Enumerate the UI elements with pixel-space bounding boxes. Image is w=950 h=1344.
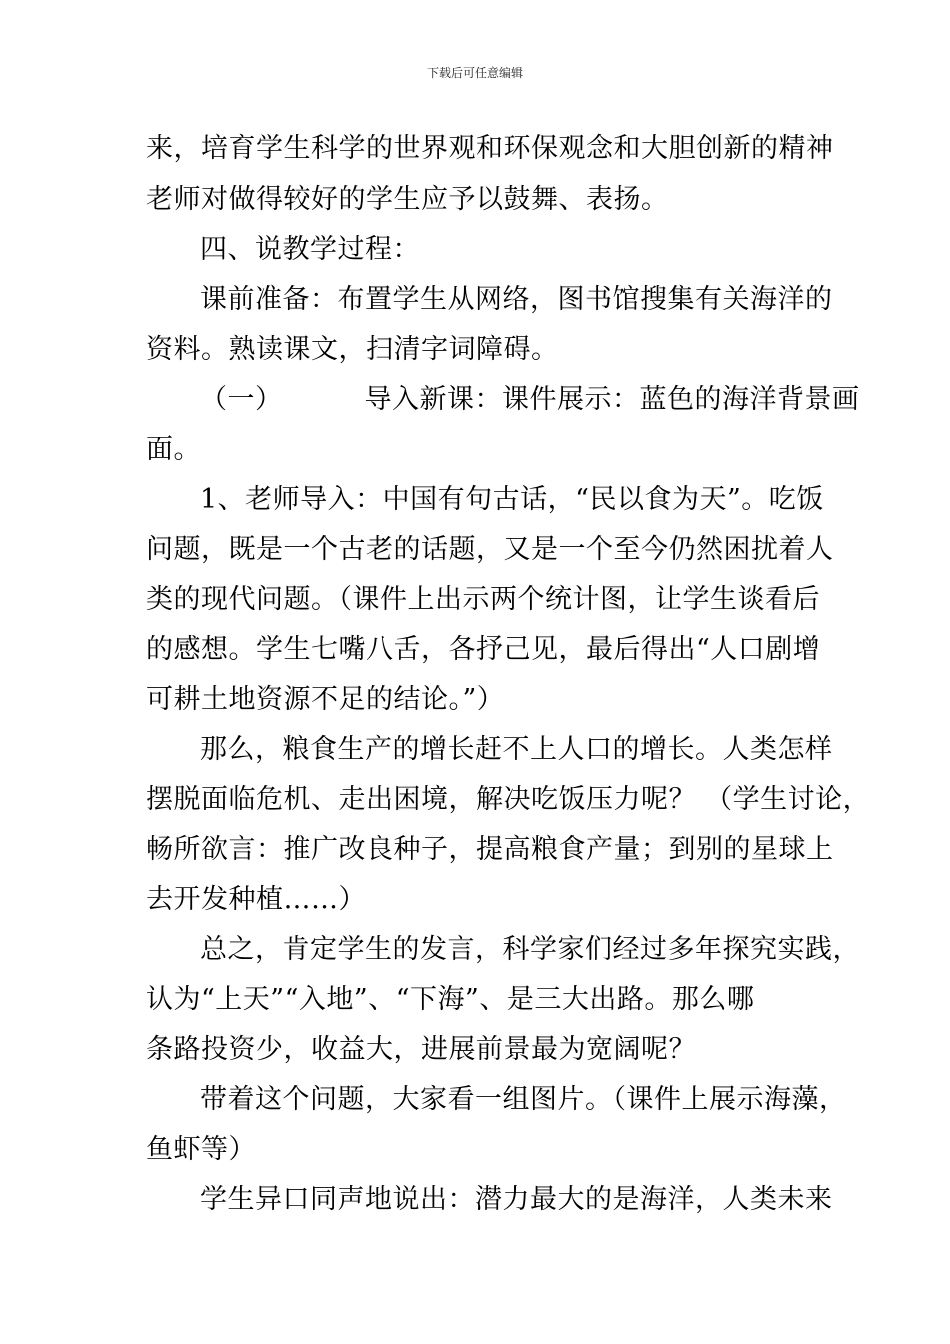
text-line: 可耕土地资源不足的结论。”） bbox=[146, 684, 505, 715]
text-line: 认为“上天”“入地”、“下海”、是三大出路。那么哪 bbox=[146, 984, 755, 1015]
text-line: 的感想。学生七嘴八舌，各抒己见，最后得出“人口剧增 bbox=[146, 634, 821, 665]
text-line: 学生异口同声地说出：潜力最大的是海洋，人类未来 bbox=[200, 1184, 833, 1215]
text-line: 鱼虾等） bbox=[146, 1134, 256, 1165]
page-header: 下载后可任意编辑 bbox=[426, 66, 523, 80]
text-line: 类的现代问题。（课件上出示两个统计图，让学生谈看后 bbox=[146, 584, 820, 615]
text-line: 1、老师导入：中国有句古话，“民以食为天”。吃饭 bbox=[200, 484, 824, 515]
text-line: 带着这个问题，大家看一组图片。（课件上展示海藻， bbox=[200, 1084, 847, 1115]
text-line: 课前准备：布置学生从网络，图书馆搜集有关海洋的 bbox=[200, 284, 833, 315]
text-line: 条路投资少，收益大，进展前景最为宽阔呢？ bbox=[146, 1034, 696, 1065]
text-line: 老师对做得较好的学生应予以鼓舞、表扬。 bbox=[146, 184, 669, 215]
list-marker: （一） bbox=[200, 384, 283, 415]
text-line: 面。 bbox=[146, 434, 201, 465]
text-line: 来，培育学生科学的世界观和环保观念和大胆创新的精神 bbox=[146, 133, 834, 164]
text-line: 总之，肯定学生的发言，科学家们经过多年探究实践， bbox=[200, 934, 860, 965]
text-line bbox=[200, 383, 880, 417]
subsection-title: 导入新课：课件展示：蓝色的海洋背景画 bbox=[364, 384, 860, 415]
text-line: 那么，粮食生产的增长赶不上人口的增长。人类怎样 bbox=[200, 734, 833, 765]
text-line: 畅所欲言：推广改良种子，提高粮食产量；到别的星球上 bbox=[146, 834, 834, 865]
text-line: 摆脱面临危机、走出困境，解决吃饭压力呢？ （学生讨论， bbox=[146, 784, 871, 815]
section-heading: 四、说教学过程： bbox=[200, 234, 420, 265]
text-line: 资料。熟读课文，扫清字词障碍。 bbox=[146, 334, 559, 365]
text-line: 去开发种植……） bbox=[146, 884, 366, 915]
text-line: 问题，既是一个古老的话题，又是一个至今仍然困扰着人 bbox=[146, 534, 834, 565]
